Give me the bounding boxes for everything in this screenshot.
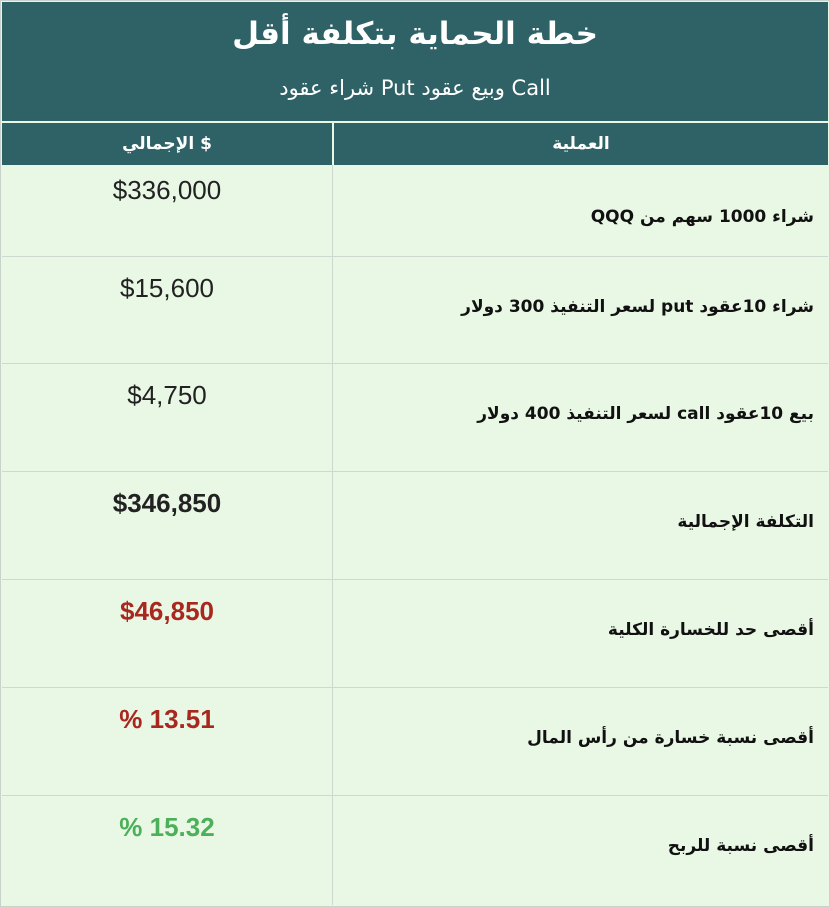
operation-label: أقصى حد للخسارة الكلية — [607, 620, 814, 640]
total-cell — [2, 796, 332, 902]
operation-cell — [334, 580, 828, 686]
table-header — [2, 2, 828, 121]
total-value: $46,850 — [120, 596, 214, 626]
total-cell — [2, 688, 332, 794]
table-subtitle: شراء عقود Put وبيع عقود Call — [279, 76, 551, 100]
total-cell — [2, 472, 332, 578]
operation-cell — [334, 796, 828, 902]
table-row-max-profit-percent — [2, 796, 828, 902]
total-value: $15,600 — [120, 273, 214, 303]
total-value: $4,750 — [127, 380, 207, 410]
column-header-operation: العملية — [334, 123, 828, 165]
table-row-buy-puts — [2, 257, 828, 363]
total-value: % 15.32 — [119, 812, 215, 842]
total-value: % 13.51 — [119, 704, 215, 734]
operation-cell — [334, 688, 828, 794]
table-row-max-loss — [2, 580, 828, 686]
table-row-sell-calls — [2, 364, 828, 470]
operation-cell — [334, 472, 828, 578]
total-value: $346,850 — [112, 488, 222, 518]
total-value: $336,000 — [112, 175, 222, 205]
total-cell — [2, 580, 332, 686]
operation-cell — [334, 364, 828, 470]
operation-label: شراء 10عقود put لسعر التنفيذ 300 دولار — [461, 297, 814, 317]
operation-label: شراء 1000 سهم من QQQ — [590, 207, 814, 227]
total-cell — [2, 364, 332, 470]
table-row-max-loss-percent — [2, 688, 828, 794]
total-cell — [2, 257, 332, 363]
operation-label: بيع 10عقود call لسعر التنفيذ 400 دولار — [477, 404, 814, 424]
column-header-total: الإجمالي $ — [2, 123, 332, 165]
table-title: خطة الحماية بتكلفة أقل — [232, 16, 598, 52]
operation-cell — [334, 257, 828, 363]
operation-label: أقصى نسبة للربح — [667, 836, 814, 856]
operation-label: التكلفة الإجمالية — [677, 512, 814, 532]
operation-label: أقصى نسبة خسارة من رأس المال — [527, 728, 814, 748]
table-row-total-cost — [2, 472, 828, 578]
